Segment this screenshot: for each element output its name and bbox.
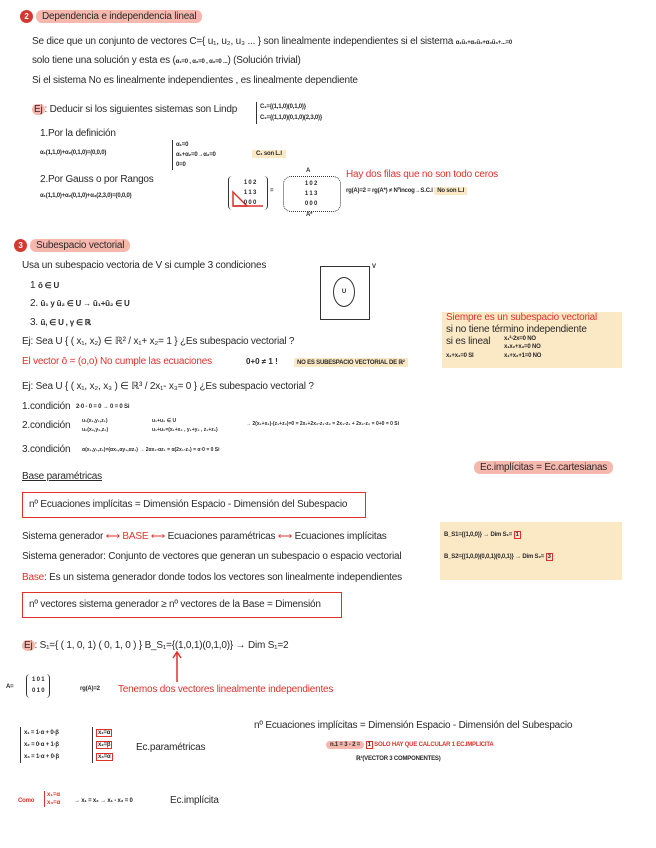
matrix-label-a: A xyxy=(306,168,311,174)
matrix-a-star: 1 0 2 1 1 3 0 0 0 xyxy=(283,176,341,212)
base-definition: Base: Es un sistema generador donde todos los vectores son linealmente independientes xyxy=(22,572,402,583)
example-1-reason: El vector ō = (o,o) No cumple las ecuaciones xyxy=(22,356,212,367)
example-3: Ej : S₁={ ( 1, 0, 1) ( 0, 1, 0 ) } B_S₁={(1,0,1)(0,1,0)} → Dim S₁=2 xyxy=(24,640,289,651)
definition-line-3: Si el sistema No es linealmente independientes , es linealmente dependiente xyxy=(32,75,358,86)
matrix-a-label: A= xyxy=(6,684,14,690)
parametric-result: x₁=α x₂=β x₃=α xyxy=(92,727,113,763)
method-definition: 1.Por la definición xyxy=(40,128,116,139)
section-number: 2 xyxy=(20,10,33,23)
cond-2-proof: → 2(x₁+x₂)-(z₁+z₂)=0 = 2x₁+2x₂-z₁-z₂ = 2x₁-z₁ + 2x₂-z₂ = 0+0 = 0 Si xyxy=(246,421,400,427)
example-sets: C₁={(1,1,0)(0,1,0)} C₂={(1,1,0)(0,1,0)(2,3,0)} xyxy=(256,102,322,124)
example-intro: Ej : Deducir si los siguientes sistemas son Lindp xyxy=(34,104,238,115)
rank-a: rg(A)=2 xyxy=(80,686,100,692)
rank-explanation: Tenemos dos vectores linealmente independientes xyxy=(118,684,334,695)
method-1-equation: α₁(1,1,0)+α₂(0,1,0)=(0,0,0) xyxy=(40,150,107,156)
method-2-equation: α₁(1,1,0)+α₂(0,1,0)+α₃(2,3,0)=(0,0,0) xyxy=(40,193,132,199)
implicit-label: Ec.implícita xyxy=(170,795,219,806)
base-title: Base paramétricas xyxy=(22,471,102,482)
sticky-note-dimension: B_S1={(1,0,0)} → Dim S₁= 1 B_S2={(1,0,0)(0,0,1)(0,0,1)} → Dim S₂= 3 xyxy=(440,522,622,580)
section-number: 3 xyxy=(14,239,27,252)
up-arrow-icon xyxy=(172,650,182,682)
rank-note: rg(A)=2 = rg(A*) ≠ Nºincog→S.C.I No son L.I xyxy=(346,188,467,194)
section-title: Dependencia e independencia lineal xyxy=(36,10,202,23)
formula-box-2: nº vectores sistema generador ≥ nº vectores de la Base = Dimensión xyxy=(22,592,342,618)
implicit-count-note: ℝ³(VECTOR 3 COMPONENTES) xyxy=(356,756,441,762)
section-2-heading xyxy=(20,10,202,23)
parametric-label: Ec.paramétricas xyxy=(136,742,206,753)
implicit-derivation: → x₁ = x₃ → x₁ - x₃ = 0 xyxy=(74,798,133,804)
condition-1: 1 ō ∈ U xyxy=(30,280,60,291)
venn-v-label: V xyxy=(372,264,376,270)
cond-1-math: 2·0 - 0 = 0 → 0 = 0 Si xyxy=(76,404,130,410)
generator-chain: Sistema generador ⟷ BASE ⟷ Ecuaciones paramétricas ⟷ Ecuaciones implícitas xyxy=(22,531,387,542)
formula-box-1: nº Ecuaciones implícitas = Dimensión Espacio - Dimensión del Subespacio xyxy=(22,492,366,518)
implicit-system: x₁=α x₃=α xyxy=(44,791,60,807)
cond-3-math: α(x₁,y₁,z₁)=(αx₁,αy₁,αz₁) → 2αx₁-αz₁ = α(2x₁-z₁) = α·0 = 0 Si xyxy=(82,447,220,453)
definition-line-1: Se dice que un conjunto de vectores C={ u₁, u₂, u₃ ... } son linealmente independientes si el sistema α₁ū₁+α₂ū₂+α₃ū₃+...=0 xyxy=(32,36,512,47)
venn-box xyxy=(320,266,370,320)
formula-3: nº Ecuaciones implícitas = Dimensión Espacio - Dimensión del Subespacio xyxy=(254,720,573,731)
cond-1-label: 1.condición xyxy=(22,401,71,412)
cond-2-vectors: u₁(x₁,y₁,z₁) u₂(x₂,y₂,z₂) xyxy=(82,418,109,433)
cond-2-label: 2.condición xyxy=(22,420,71,431)
definition-line-2: solo tiene una solución y esta es (α₁=0 , α₂=0 , α₃=0 ...) (Solución trivial) xyxy=(32,55,301,66)
implicit-equals-cartesian: Ec.implícitas = Ec.cartesianas xyxy=(474,462,613,473)
generator-definition: Sistema generador: Conjunto de vectores que generan un subespacio o espacio vectorial xyxy=(22,551,402,562)
section-title: Subespacio vectorial xyxy=(30,239,130,252)
example-1: Ej: Sea U { ( x₁, x₂) ∈ ℝ² / x₁+ x₂= 1 } ¿Es subespacio vectorial ? xyxy=(22,336,295,347)
condition-2: 2. ū₁ y ū₂ ∈ U → ū₁+ū₂ ∈ U xyxy=(30,298,130,309)
example-2: Ej: Sea U { ( x₁, x₂, x₃ ) ∈ ℝ³ / 2x₁- x₃= 0 } ¿Es subespacio vectorial ? xyxy=(22,381,314,392)
method-1-system: α₁=0 α₁+α₂=0→α₂=0 0=0 xyxy=(172,140,216,170)
example-1-math: 0+0 ≠ 1 ! xyxy=(246,357,278,366)
venn-ellipse: U xyxy=(333,277,355,307)
subspace-intro: Usa un subespacio vectoria de V si cumple 3 condiciones xyxy=(22,260,267,271)
section-3-heading xyxy=(14,239,130,252)
implicit-count: n.1 = 3 - 2 = 1 SOLO HAY QUE CALCULAR 1 EC.IMPLICITA xyxy=(326,742,494,748)
equals-sign: = xyxy=(270,188,274,194)
condition-3: 3. ū, ∈ U , γ ∈ ℝ xyxy=(30,317,91,328)
matrix-a: 1 0 2 1 1 3 0 0 0 xyxy=(228,176,268,210)
example-1-result: NO ES SUBESPACIO VECTORIAL DE ℝ² xyxy=(294,358,408,367)
parametric-system: x₁ = 1·α + 0·β x₂ = 0·α + 1·β x₃ = 1·α + 0·β xyxy=(20,727,59,763)
matrix-label-a-star: A* xyxy=(306,212,313,218)
rows-note: Hay dos filas que no son todo ceros xyxy=(346,169,498,180)
implicit-como: Como xyxy=(18,798,35,804)
sticky-note-subspace: Siempre es un subespacio vectorial si no tiene término independiente si es lineal x₁²-2x=0 NO x₁x₂+x₃=0 NO x₁+x₂=0 SI x₁+x₂+1=0 NO xyxy=(442,312,622,368)
method-gauss: 2.Por Gauss o por Rangos xyxy=(40,174,154,185)
cond-2-sum: u₁+u₂ ∈ U u₁+u₂=(x₁+x₂ , y₁+y₂ , z₁+z₂) xyxy=(152,418,218,433)
matrix-a-example: 1 0 1 0 1 0 xyxy=(26,674,50,698)
method-1-result: C₁ son L.I xyxy=(252,150,286,158)
cond-3-label: 3.condición xyxy=(22,444,71,455)
